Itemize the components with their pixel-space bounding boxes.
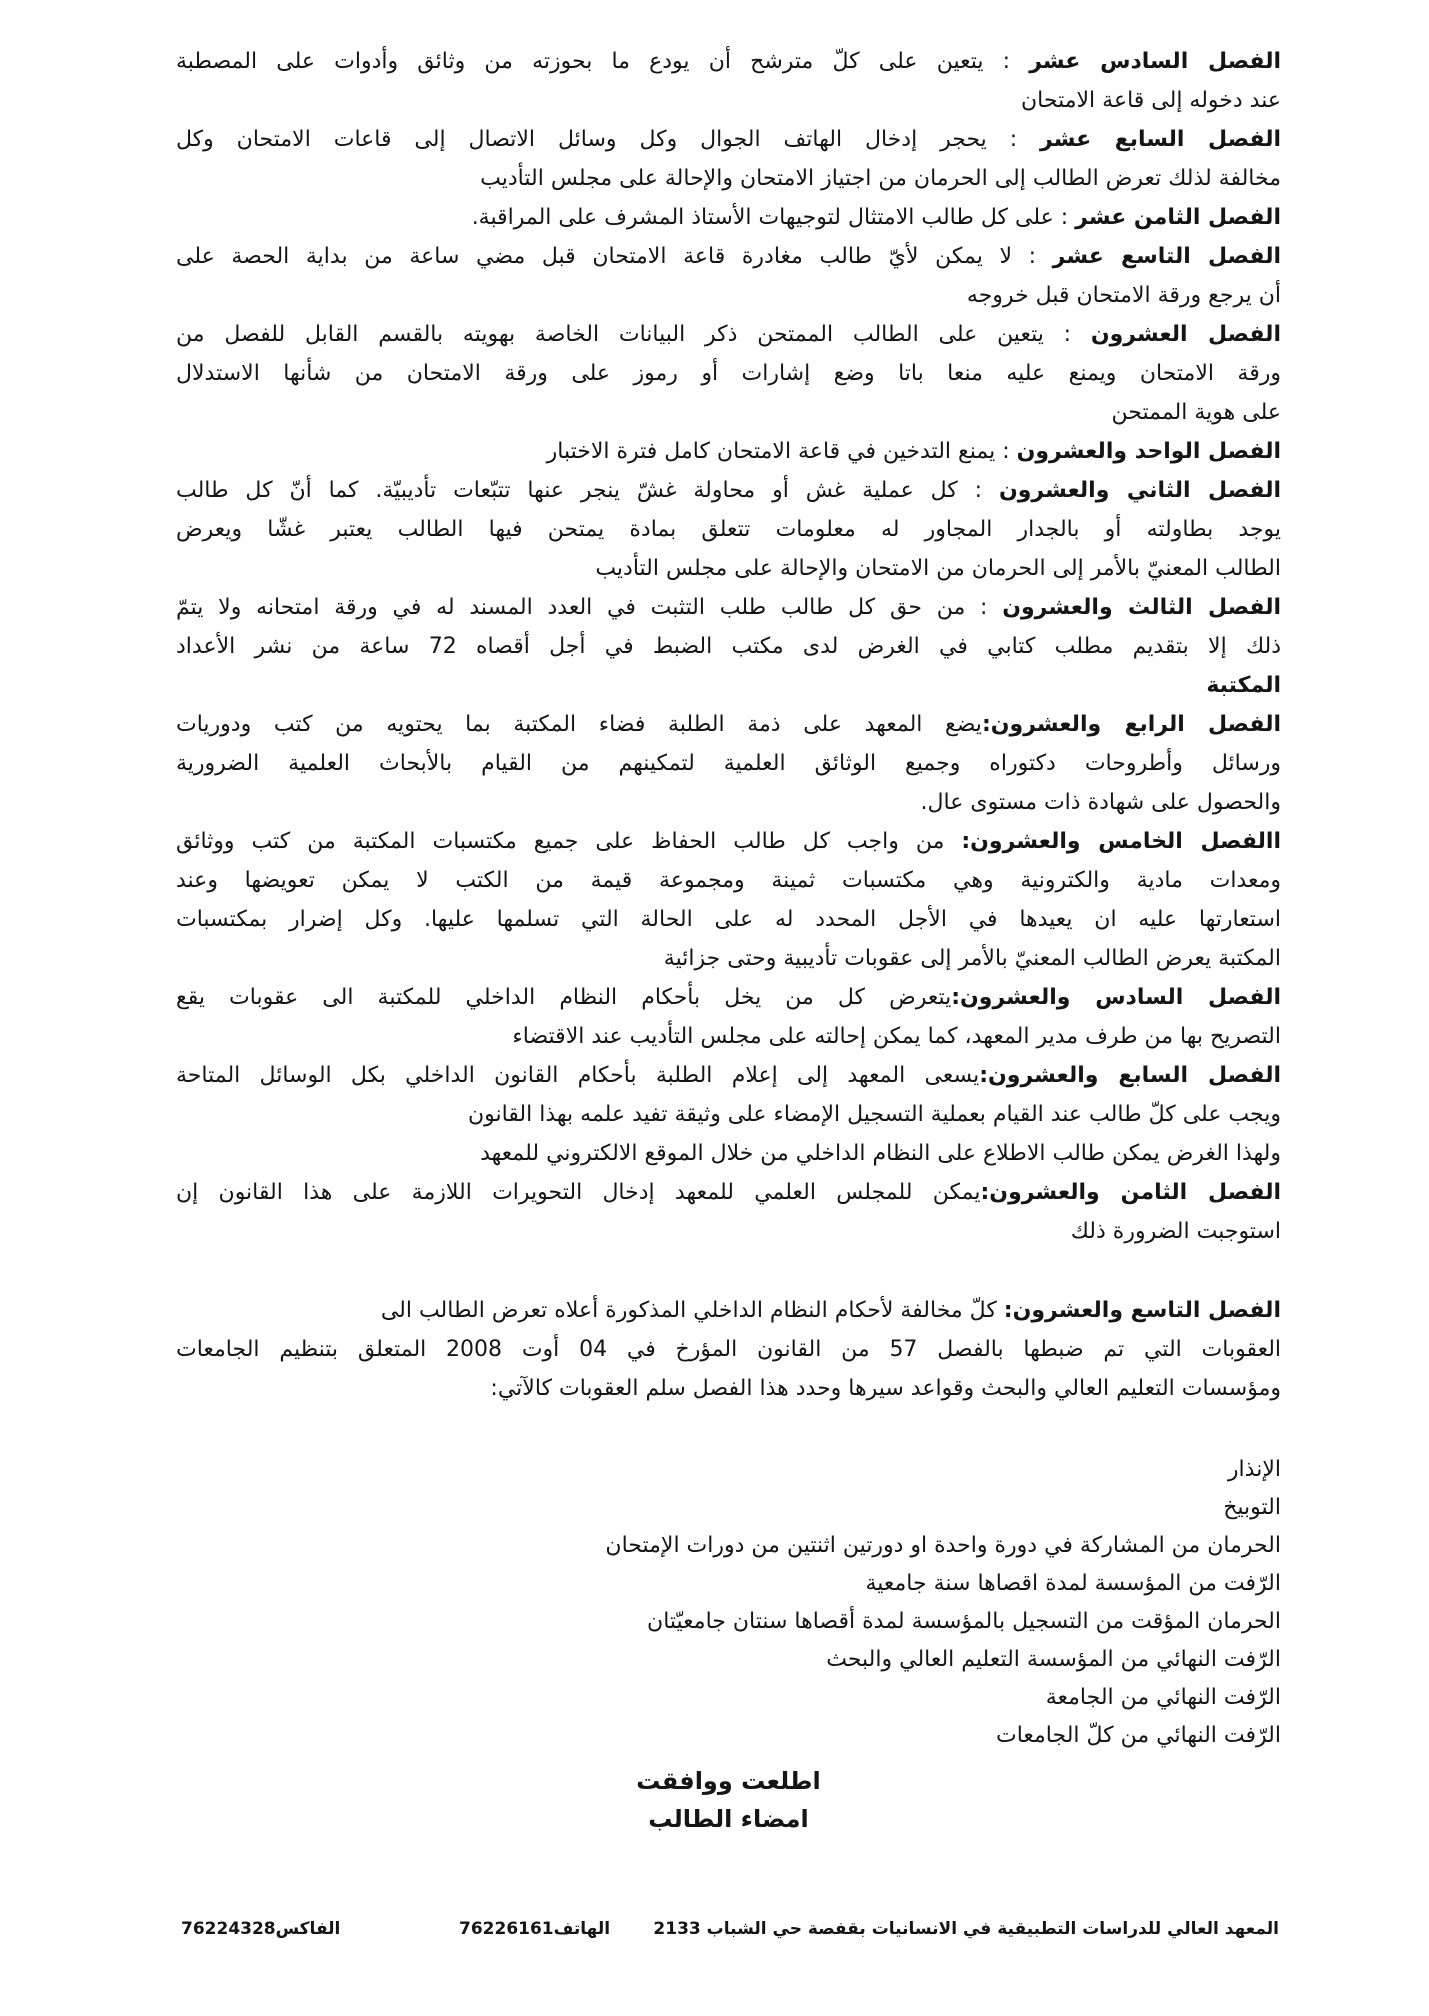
article-27-line-2: ويجب على كلّ طالب عند القيام بعملية التسجيل الإمضاء على وثيقة تفيد علمه بهذا القانون xyxy=(467,1102,1281,1127)
penalty-item: الحرمان من المشاركة في دورة واحدة او دورتين اثنتين من دورات الإمتحان xyxy=(605,1533,1281,1558)
article-22-line-3: الطالب المعنيّ بالأمر إلى الحرمان من الامتحان والإحالة على مجلس التأديب xyxy=(595,556,1281,581)
article-21-text: : يمنع التدخين في قاعة الامتحان كامل فترة الاختبار xyxy=(546,439,1017,464)
article-22-heading: الفصل الثاني والعشرون xyxy=(998,478,1282,503)
student-signature-label: امضاء الطالب xyxy=(648,1805,809,1833)
article-27-line-3: ولهذا الغرض يمكن طالب الاطلاع على النظام الداخلي من خلال الموقع الالكتروني للمعهد xyxy=(480,1141,1281,1166)
footer-institute-address: المعهد العالي للدراسات التطبيقية في الانسانيات بقفصة حي الشباب 2133 xyxy=(653,1919,1279,1939)
article-23-text: : من حق كل طالب طلب التثبت في العدد المسند له في ورقة امتحانه ولا يتمّ xyxy=(176,595,1003,620)
article-23-line-1 xyxy=(176,588,1281,627)
article-19-heading: الفصل التاسع عشر xyxy=(1052,244,1281,269)
footer-fax xyxy=(181,1916,340,1942)
article-17-heading: الفصل السابع عشر xyxy=(1040,127,1282,152)
article-22-text: : كل عملية غش أو محاولة غشّ ينجر عنها تتبّعات تأديبيّة. كما أنّ كل طالب xyxy=(176,478,999,503)
regulations-body xyxy=(176,42,1281,1838)
article-21-heading: الفصل الواحد والعشرون xyxy=(1016,439,1281,464)
article-27-text: يسعى المعهد إلى إعلام الطلبة بأحكام القانون الداخلي بكل الوسائل المتاحة xyxy=(176,1063,980,1088)
article-16-line-2: عند دخوله إلى قاعة الامتحان xyxy=(1021,88,1281,113)
article-27-heading: الفصل السابع والعشرون: xyxy=(979,1063,1281,1088)
footer-phone-label: الهاتف xyxy=(553,1919,611,1939)
article-28-line-1 xyxy=(176,1173,1281,1212)
penalties-list xyxy=(176,1451,1281,1755)
article-20-line-2: ورقة الامتحان ويمنع عليه منعا باتا وضع إشارات أو رموز على ورقة الامتحان من شأنها الاستدلال xyxy=(176,361,1281,386)
article-23-heading: الفصل الثالث والعشرون xyxy=(1002,595,1282,620)
article-26-heading: الفصل السادس والعشرون: xyxy=(951,985,1281,1010)
article-29-line-3: ومؤسسات التعليم العالي والبحث وقواعد سيرها وحدد هذا الفصل سلم العقوبات كالآتي: xyxy=(490,1376,1281,1401)
article-26-text: يتعرض كل من يخل بأحكام النظام الداخلي للمكتبة الى عقوبات يقع xyxy=(176,985,952,1010)
footer-phone xyxy=(459,1916,610,1942)
article-26-line-1 xyxy=(176,978,1281,1017)
article-17-text: : يحجر إدخال الهاتف الجوال وكل وسائل الاتصال إلى قاعات الامتحان وكل xyxy=(176,127,1041,152)
article-28-line-2: استوجبت الضرورة ذلك xyxy=(1070,1219,1281,1244)
article-20-line-3: على هوية الممتحن xyxy=(1111,400,1281,425)
article-29-text: كلّ مخالفة لأحكام النظام الداخلي المذكورة أعلاه تعرض الطالب الى xyxy=(380,1298,1004,1323)
penalty-item: الحرمان المؤقت من التسجيل بالمؤسسة لمدة أقصاها سنتان جامعيّتان xyxy=(647,1609,1281,1634)
penalty-item: الرّفت النهائي من كلّ الجامعات xyxy=(995,1723,1281,1748)
penalty-item: الإنذار xyxy=(1227,1457,1281,1482)
footer-phone-number: 76226161 xyxy=(459,1919,554,1939)
article-28-text: يمكن للمجلس العلمي للمعهد إدخال التحويرات اللازمة على هذا القانون إن xyxy=(176,1180,981,1205)
article-29-line-2: العقوبات التي تم ضبطها بالفصل 57 من القانون المؤرخ في 04 أوت 2008 المتعلق بتنظيم الجامعات xyxy=(176,1337,1282,1362)
article-29-heading: الفصل التاسع والعشرون: xyxy=(1003,1298,1281,1323)
footer-fax-label: الفاكس xyxy=(275,1919,341,1939)
article-26-line-2: التصريح بها من طرف مدير المعهد، كما يمكن إحالته على مجلس التأديب عند الاقتضاء xyxy=(512,1024,1281,1049)
library-section-title: المكتبة xyxy=(1206,673,1281,698)
article-27-line-1 xyxy=(176,1056,1281,1095)
footer-fax-number: 76224328 xyxy=(181,1919,276,1939)
penalty-item: الرّفت النهائي من الجامعة xyxy=(1045,1685,1281,1710)
article-20-heading: الفصل العشرون xyxy=(1090,322,1281,347)
agreement-statement: اطلعت ووافقت xyxy=(636,1767,821,1795)
article-20-text: : يتعين على الطالب الممتحن ذكر البيانات الخاصة بهويته بالقسم القابل للفصل من xyxy=(176,322,1091,347)
article-24-line-1 xyxy=(176,705,1281,744)
article-25-line-3: استعارتها عليه ان يعيدها في الأجل المحدد له على الحالة التي تسلمها عليها. وكل إضرار بمكتسبات xyxy=(176,907,1281,932)
article-20-line-1 xyxy=(176,315,1281,354)
article-22-line-1 xyxy=(176,471,1281,510)
article-24-heading: الفصل الرابع والعشرون: xyxy=(981,712,1281,737)
article-18-line-1 xyxy=(176,198,1281,237)
article-18-heading: الفصل الثامن عشر xyxy=(1075,205,1281,230)
penalty-item: التوبيخ xyxy=(1223,1495,1281,1520)
article-16-heading: الفصل السادس عشر xyxy=(1029,49,1282,74)
article-25-line-1 xyxy=(176,822,1281,861)
article-24-text: يضع المعهد على ذمة الطلبة فضاء المكتبة بما يحتويه من كتب ودوريات xyxy=(176,712,982,737)
article-21-line-1 xyxy=(176,432,1281,471)
paragraph-gap xyxy=(176,1251,1281,1291)
article-16-line-1 xyxy=(176,42,1281,81)
article-22-line-2: يوجد بطاولته أو بالجدار المجاور له معلومات تتعلق بمادة يمتحن فيها الطالب يعتبر غشّا ويعرض xyxy=(176,517,1281,542)
article-28-heading: الفصل الثامن والعشرون: xyxy=(980,1180,1282,1205)
article-24-line-3: والحصول على شهادة ذات مستوى عال. xyxy=(920,790,1281,815)
article-17-line-2: مخالفة لذلك تعرض الطالب إلى الحرمان من اجتياز الامتحان والإحالة على مجلس التأديب xyxy=(480,166,1281,191)
article-18-text: : على كل طالب الامتثال لتوجيهات الأستاذ المشرف على المراقبة. xyxy=(471,205,1076,230)
article-25-line-2: ومعدات مادية والكترونية وهي مكتسبات ثمينة ومجموعة قيمة من الكتب لا يمكن تعويضها وعند xyxy=(176,868,1281,893)
article-25-text: من واجب كل طالب الحفاظ على جميع مكتسبات المكتبة من كتب ووثائق xyxy=(176,829,962,854)
article-25-line-4: المكتبة يعرض الطالب المعنيّ بالأمر إلى عقوبات تأديبية وحتى جزائية xyxy=(663,946,1281,971)
article-17-line-1 xyxy=(176,120,1281,159)
article-16-text: : يتعين على كلّ مترشح أن يودع ما بحوزته من وثائق وأدوات على المصطبة xyxy=(176,49,1030,74)
penalty-item: الرّفت من المؤسسة لمدة اقصاها سنة جامعية xyxy=(865,1571,1281,1596)
article-29-line-1 xyxy=(176,1291,1281,1330)
signature-block xyxy=(176,1762,1281,1838)
penalty-item: الرّفت النهائي من المؤسسة التعليم العالي والبحث xyxy=(826,1647,1281,1672)
article-19-line-2: أن يرجع ورقة الامتحان قبل خروجه xyxy=(966,283,1281,308)
article-24-line-2: ورسائل وأطروحات دكتوراه وجميع الوثائق العلمية لتمكينهم من القيام بالأبحاث العلمية الضرورية xyxy=(176,751,1281,776)
article-23-line-2: ذلك إلا بتقديم مطلب كتابي في الغرض لدى مكتب الضبط في أجل أقصاه 72 ساعة من نشر الأعداد xyxy=(176,634,1281,659)
article-25-heading: االفصل الخامس والعشرون: xyxy=(961,829,1281,854)
article-19-line-1 xyxy=(176,237,1281,276)
article-19-text: : لا يمكن لأيّ طالب مغادرة قاعة الامتحان قبل مضي ساعة من بداية الحصة على xyxy=(176,244,1053,269)
